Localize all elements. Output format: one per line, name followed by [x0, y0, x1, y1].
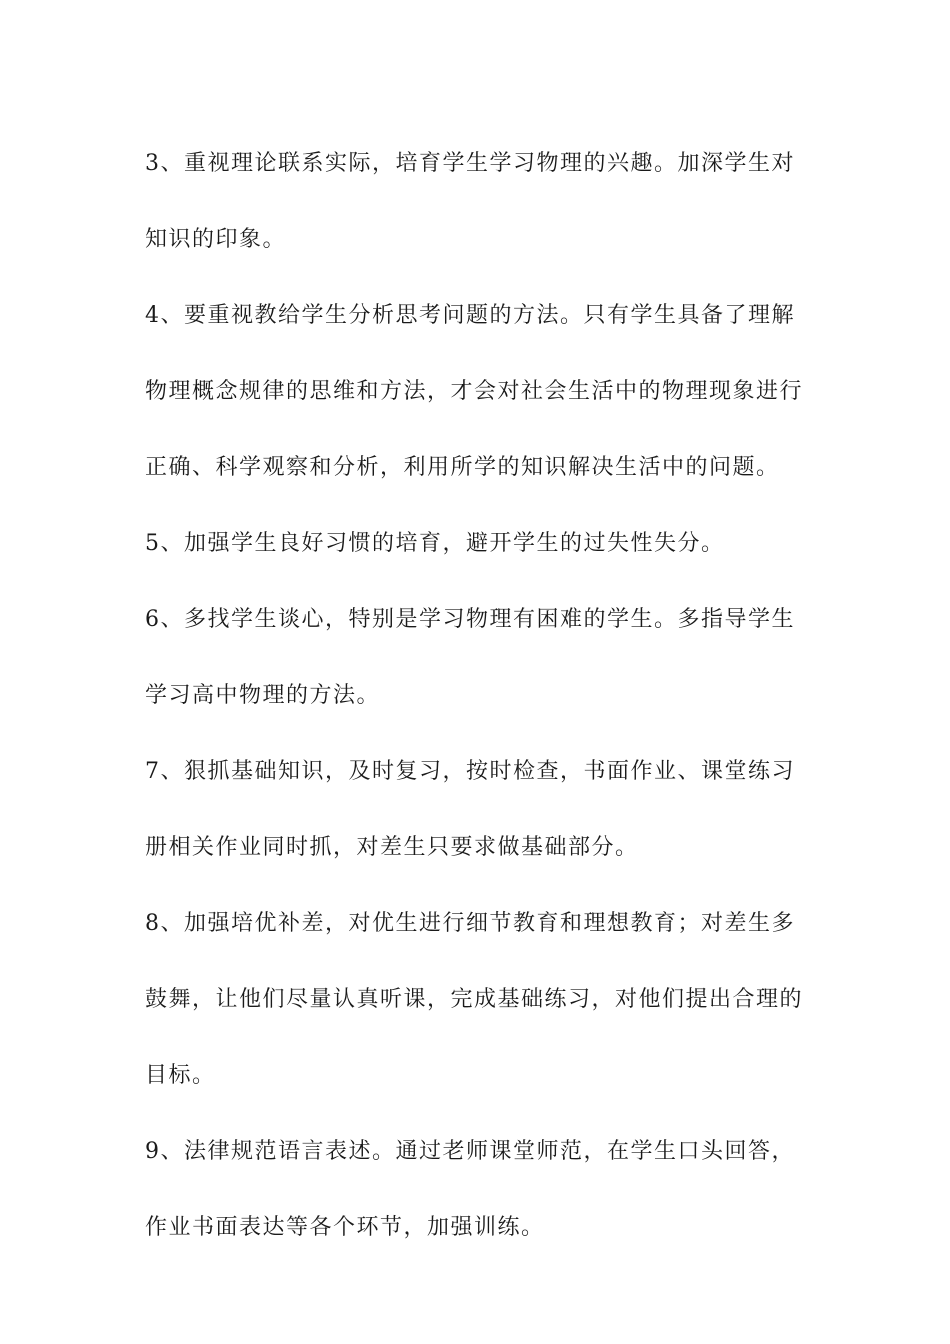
- paragraph-5: 5、加强学生良好习惯的培育，避开学生的过失性失分。: [145, 531, 725, 556]
- document-body: [145, 126, 810, 1266]
- paragraph-4: 4、要重视教给学生分析思考问题的方法。只有学生具备了理解物理概念规律的思维和方法，才会对社会生活中的物理现象进行正确、科学观察和分析，利用所学的知识解决生活中的问题。: [145, 303, 804, 480]
- paragraph-3: 3、重视理论联系实际，培育学生学习物理的兴趣。加深学生对知识的印象。: [145, 151, 795, 252]
- paragraph-9: 9、法律规范语言表述。通过老师课堂师范，在学生口头回答，作业书面表达等各个环节，加强训练。: [145, 1139, 795, 1240]
- paragraph-6: 6、多找学生谈心，特别是学习物理有困难的学生。多指导学生学习高中物理的方法。: [145, 607, 795, 708]
- paragraph-8: 8、加强培优补差，对优生进行细节教育和理想教育；对差生多鼓舞，让他们尽量认真听课，完成基础练习，对他们提出合理的目标。: [145, 911, 804, 1088]
- paragraph-7: 7、狠抓基础知识，及时复习，按时检查，书面作业、课堂练习册相关作业同时抓，对差生只要求做基础部分。: [145, 759, 795, 860]
